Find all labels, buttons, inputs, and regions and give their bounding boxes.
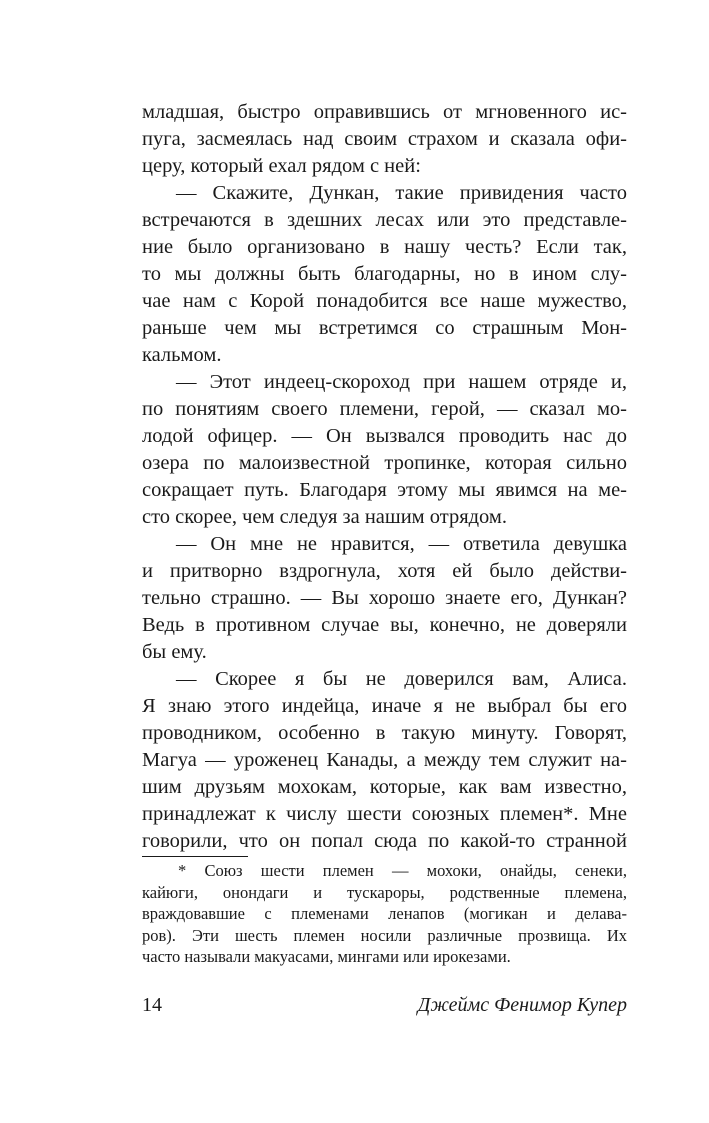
text-line: младшая, быстро оправившись от мгновенного ис- <box>142 101 627 123</box>
text-line: принадлежат к числу шести союзных племен*. Мне <box>142 803 627 825</box>
text-line: лодой офицер. — Он вызвался проводить нас до <box>142 425 627 447</box>
text-line: говорили, что он попал сюда по какой-то странной <box>142 830 627 852</box>
text-line: тельно страшно. — Вы хорошо знаете его, Дункан? <box>142 587 627 609</box>
running-author: Джеймс Фенимор Купер <box>417 994 627 1016</box>
text-line: пуга, засмеялась над своим страхом и сказала офи- <box>142 128 627 150</box>
text-line: — Скажите, Дункан, такие привидения часто <box>176 182 627 204</box>
text-line: бы ему. <box>142 641 207 663</box>
main-text <box>142 99 627 855</box>
text-line: шим друзьям мохокам, которые, как вам известно, <box>142 776 627 798</box>
footnote-line: враждовавшие с племенами ленапов (могикан и делава- <box>142 904 627 923</box>
page-number: 14 <box>142 994 162 1016</box>
text-line: встречаются в здешних лесах или это представле- <box>142 209 627 231</box>
footnote-line: кайюги, онондаги и тускароры, родственные племена, <box>142 882 627 902</box>
text-line: раньше чем мы встретимся со страшным Мон- <box>142 317 627 339</box>
footnote-line: часто называли макуасами, мингами или ирокезами. <box>142 947 511 966</box>
text-line: то мы должны быть благодарны, но в ином слу- <box>142 263 627 285</box>
text-line: Ведь в противном случае вы, конечно, не доверяли <box>142 614 627 636</box>
text-line: Магуа — уроженец Канады, а между тем служит на- <box>142 749 627 771</box>
text-line: Я знаю этого индейца, иначе я не выбрал бы его <box>142 695 627 717</box>
text-line: — Он мне не нравится, — ответила девушка <box>176 533 627 555</box>
text-line: — Этот индеец-скороход при нашем отряде и, <box>176 371 627 393</box>
text-line: озера по малоизвестной тропинке, которая сильно <box>142 452 627 474</box>
text-line: церу, который ехал рядом с ней: <box>142 155 421 177</box>
footnote-separator <box>142 856 248 857</box>
text-line: кальмом. <box>142 344 222 366</box>
footnote-line: ров). Эти шесть племен носили различные прозвища. Их <box>142 925 627 945</box>
footnote <box>142 860 627 968</box>
text-line: и притворно вздрогнула, хотя ей было действи- <box>142 560 627 582</box>
text-line: чае нам с Корой понадобится все наше мужество, <box>142 290 627 312</box>
text-line: сто скорее, чем следуя за нашим отрядом. <box>142 506 508 528</box>
text-line: по понятиям своего племени, герой, — сказал мо- <box>142 398 627 420</box>
text-line: сокращает путь. Благодаря этому мы явимся на ме- <box>142 479 627 501</box>
text-line: ние было организовано в нашу честь? Если так, <box>142 236 627 258</box>
footnote-line: * Союз шести племен — мохоки, онайды, сенеки, <box>178 861 627 880</box>
text-line: проводником, особенно в такую минуту. Говорят, <box>142 722 627 744</box>
text-line: — Скорее я бы не доверился вам, Алиса. <box>176 668 627 690</box>
